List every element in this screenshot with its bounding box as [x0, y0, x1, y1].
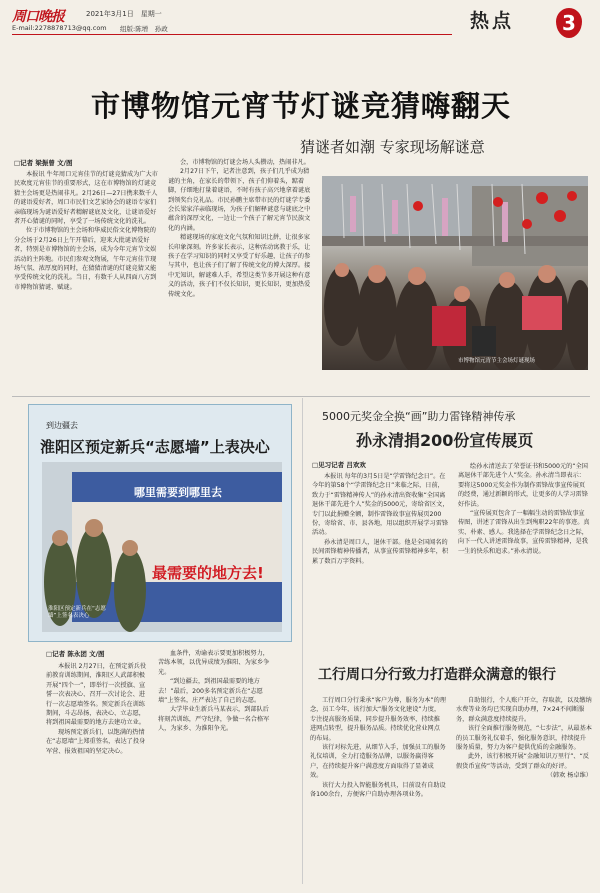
bank-headline: 工行周口分行致力打造群众满意的银行 [318, 667, 556, 683]
article2-column-2 [458, 462, 590, 638]
paragraph: 自助银行，个人账户开立，存取款，以及缴纳水费等业务均已实现自助办理，7×24不间断服务，群众满意度持续提升。 [456, 697, 592, 723]
paragraph: 现场预定新兵们，以饱满的热情在“志愿墙”上郑重签名，表达了投身军营、报效祖国的坚定决心。 [46, 728, 146, 755]
lantern-photo-illustration [322, 176, 588, 370]
article3-column-2 [158, 649, 272, 858]
recruit-headline: 淮阳区预定新兵“志愿墙”上表决心 [40, 438, 270, 456]
paragraph: 位于市博物馆的主会场和华威民俗文化博物院的分会场于2月26日上午开幕后，迎来大批谜语爱好者，特别是市博物馆的主会场，成为今年元宵节文娱活动的主阵地。市民们参观文物展，午年元宵佳节现场气氛、浓厚度的同时，在猜猜清谜的灯谜竞猜又能享受传统文化的洗礼。当日，有数千人从四面八方到市博物馆猜谜、赋谜。 [14, 227, 157, 291]
article1-column-1 [14, 170, 161, 388]
page-number-badge: 3 [556, 8, 582, 38]
recruit-kicker: 到边疆去 [46, 421, 78, 430]
paragraph: 该行全面推行服务规范，“七步法”，从最基本的员工服务礼仪着手，强化服务意识，持续提升服务质量，努力为客户提供优质的金融服务。 [456, 725, 592, 752]
masthead-logo: 周口晚报 [12, 9, 64, 25]
paragraph: 此外，该行积极开展“金融知识万里行”、“反假货币宣传”等活动，受到了群众的好评。 [456, 753, 589, 770]
leifeng-headline: 孙永清捐200份宣传展页 [356, 431, 534, 450]
section-divider [12, 396, 590, 397]
header-email: E-mail:2278878713@qq.com [12, 24, 107, 32]
article4-column-1 [310, 696, 446, 880]
paragraph: 工行周口分行秉承“客户为尊，服务为本”的理念，员工今年，该行加大“服务文化建设”力度，专注提高服务质量，同步提升服务效率，持续推进网点转型，提升服务品质。持续优化营业网点的布局。 [310, 697, 446, 742]
wall-banner-text: 哪里需要到哪里去 [134, 486, 222, 499]
article2-byline: □见习记者 吕欢欢 [312, 461, 366, 469]
paragraph: 会，市博物馆的灯谜会场人头攒动，热闹非凡。 [180, 159, 310, 166]
article4-column-2 [456, 696, 592, 880]
column-divider [302, 398, 303, 884]
paragraph: 本报讯 每年的3月5日是“学雷锋纪念日”。在今年的第58个“学雷锋纪念日”来临之际，日前，致力于“雷锋精神传人”的孙永清出资收集“全国离退休干部先进个人”奖金的5000元，寄给省区文，专门以此捐赠全额，制作雷锋故事宣传展页200份，寄给省、市、县各地，用以组织开展学习雷锋活动。 [312, 473, 449, 537]
paragraph: 本报讯 2月27日，在预定新兵役前教育训练期间，淮阳区人武部积极开展“四个一”，即举行一次授旗、宣誓一次表决心、召开一次讨论会、进行一次志愿墙签名。预定新兵在训练期间，斗志昂扬，表决心、立志愿，将到祖国最需要的地方去建功立业。 [46, 663, 147, 727]
paragraph: 血条件，劝谕表示要更加积极努力，苦练本领，以优异成绩为淮阳、为家乡争光。 [158, 650, 270, 676]
paragraph: “宣传展页包含了一幅幅生动的雷锋故事宣传图，讲述了雷锋从出生到殉职22年的事迹。真实、朴素、感人。我选择在学雷锋纪念日之际，向下一代人讲述雷锋故事，宣传雷锋精神，是我一生的快乐和追求。”孙永清说。 [458, 510, 590, 555]
paragraph: 绘孙永清送去了荣誉证书和5000元的“全国离退休干部先进个人”奖金。孙永清当即表示：要将这5000元奖金作为制作雷锋故事宣传展页的经费，通过新颖的形式，让更多的人学习雷锋好作法。 [458, 463, 588, 508]
paragraph: 孙永清是周口人，退休干部。他是全国闻名的民间雷锋精神传播者，从事宣传雷锋精神多年，积累了数百万字资料。 [312, 538, 449, 565]
article3-byline: □记者 陈永团 文/图 [46, 650, 105, 658]
article1-column-2 [168, 158, 315, 388]
header-editors: 组版:陈增 孙政 [120, 25, 168, 33]
paragraph: 2月27日下午，记者注意到，孩子们几乎成为猜谜的主角，在家长的带领下，孩子们仰着头，踮着脚，仔细地打量着谜语，不时有孩子高兴地拿着谜底到领奖台兑礼品。市民孙鹏主席带市民的灯谜学专委会长梁家洋亲临现场，为孩子们解释谜意与谜底之中蕴含的深厚文化，一边让一个孩子了解元宵节民族文化的内涵。 [168, 168, 311, 232]
paragraph: 精谜现场的家庭文化气氛和知识比拼，让很多家长印象深刻。许多家长表示，这种活动寓教于乐，让孩子在学习知识的同时又享受了好乐趣，让孩子的参与其中，也让孩子们了解了传统文化的博大深厚。接中无知识，解谜难人手，希望这类节多开展这种有意义的活动，孩子们不仅长知识，更长知识，更加热爱传统文化。 [168, 234, 311, 298]
article3-column-1 [46, 662, 150, 858]
paragraph: 该行大力投入智能服务机具，目前设有自助设备100余台，方便客户自助办理各项业务。 [310, 781, 446, 799]
paragraph: 本报讯 牛年周口元宵佳节的灯谜竞猜成为广大市民欢度元宵佳节的重要形式，这在市博物馆的灯谜竞猜主会场更是热闹非凡。2月26日—27日携来数千人的谜语爱好者，周口市民们文艺家协会的谜语专家们亲临现场为谜语爱好者精解谜底及文化，让谜语爱好者开心猜谜的同时，享受了一场传统文化的洗礼。 [14, 171, 158, 226]
article1-byline: □记者 梁振曾 文/图 [14, 159, 73, 167]
leifeng-kicker: 5000元奖金全换“画”助力雷锋精神传承 [322, 410, 516, 423]
paragraph: “到边疆去，到祖国最需要的地方去！”最后，200多名预定新兵在“志愿墙”上签名，庄严表达了自己的志愿。 [158, 678, 263, 705]
main-headline: 市博物馆元宵节灯谜竞猜嗨翻天 [90, 89, 511, 123]
paragraph: 该行对标先进，从细节入手，加强员工的服务礼仪培训，全力打造服务品牌，以服务赢得客户，在持续提升客户满意度方面取得了显著成效。 [310, 744, 446, 780]
lantern-photo-caption: 市博物馆元宵节主会场灯谜现场 [458, 358, 536, 364]
issue-date: 2021年3月1日 星期一 [86, 10, 162, 18]
section-label: 热点 [470, 10, 515, 32]
lantern-festival-photo [322, 176, 588, 370]
recruit-photo-caption: 淮阳区预定新兵在“志愿墙”上签名表决心 [48, 606, 106, 619]
paragraph: 大学毕业生新兵马某表示，到部队后将刻苦训练，严守纪律，争做一名合格军人，为家乡、为淮阳争光。 [158, 706, 270, 733]
wall-banner-big: 最需要的地方去! [152, 564, 264, 582]
article4-signature: （韩欢 杨卓维） [546, 772, 592, 780]
header-rule [12, 34, 452, 35]
main-subheadline: 猜谜者如潮 专家现场解谜意 [300, 138, 485, 156]
article2-column-1 [312, 472, 450, 638]
